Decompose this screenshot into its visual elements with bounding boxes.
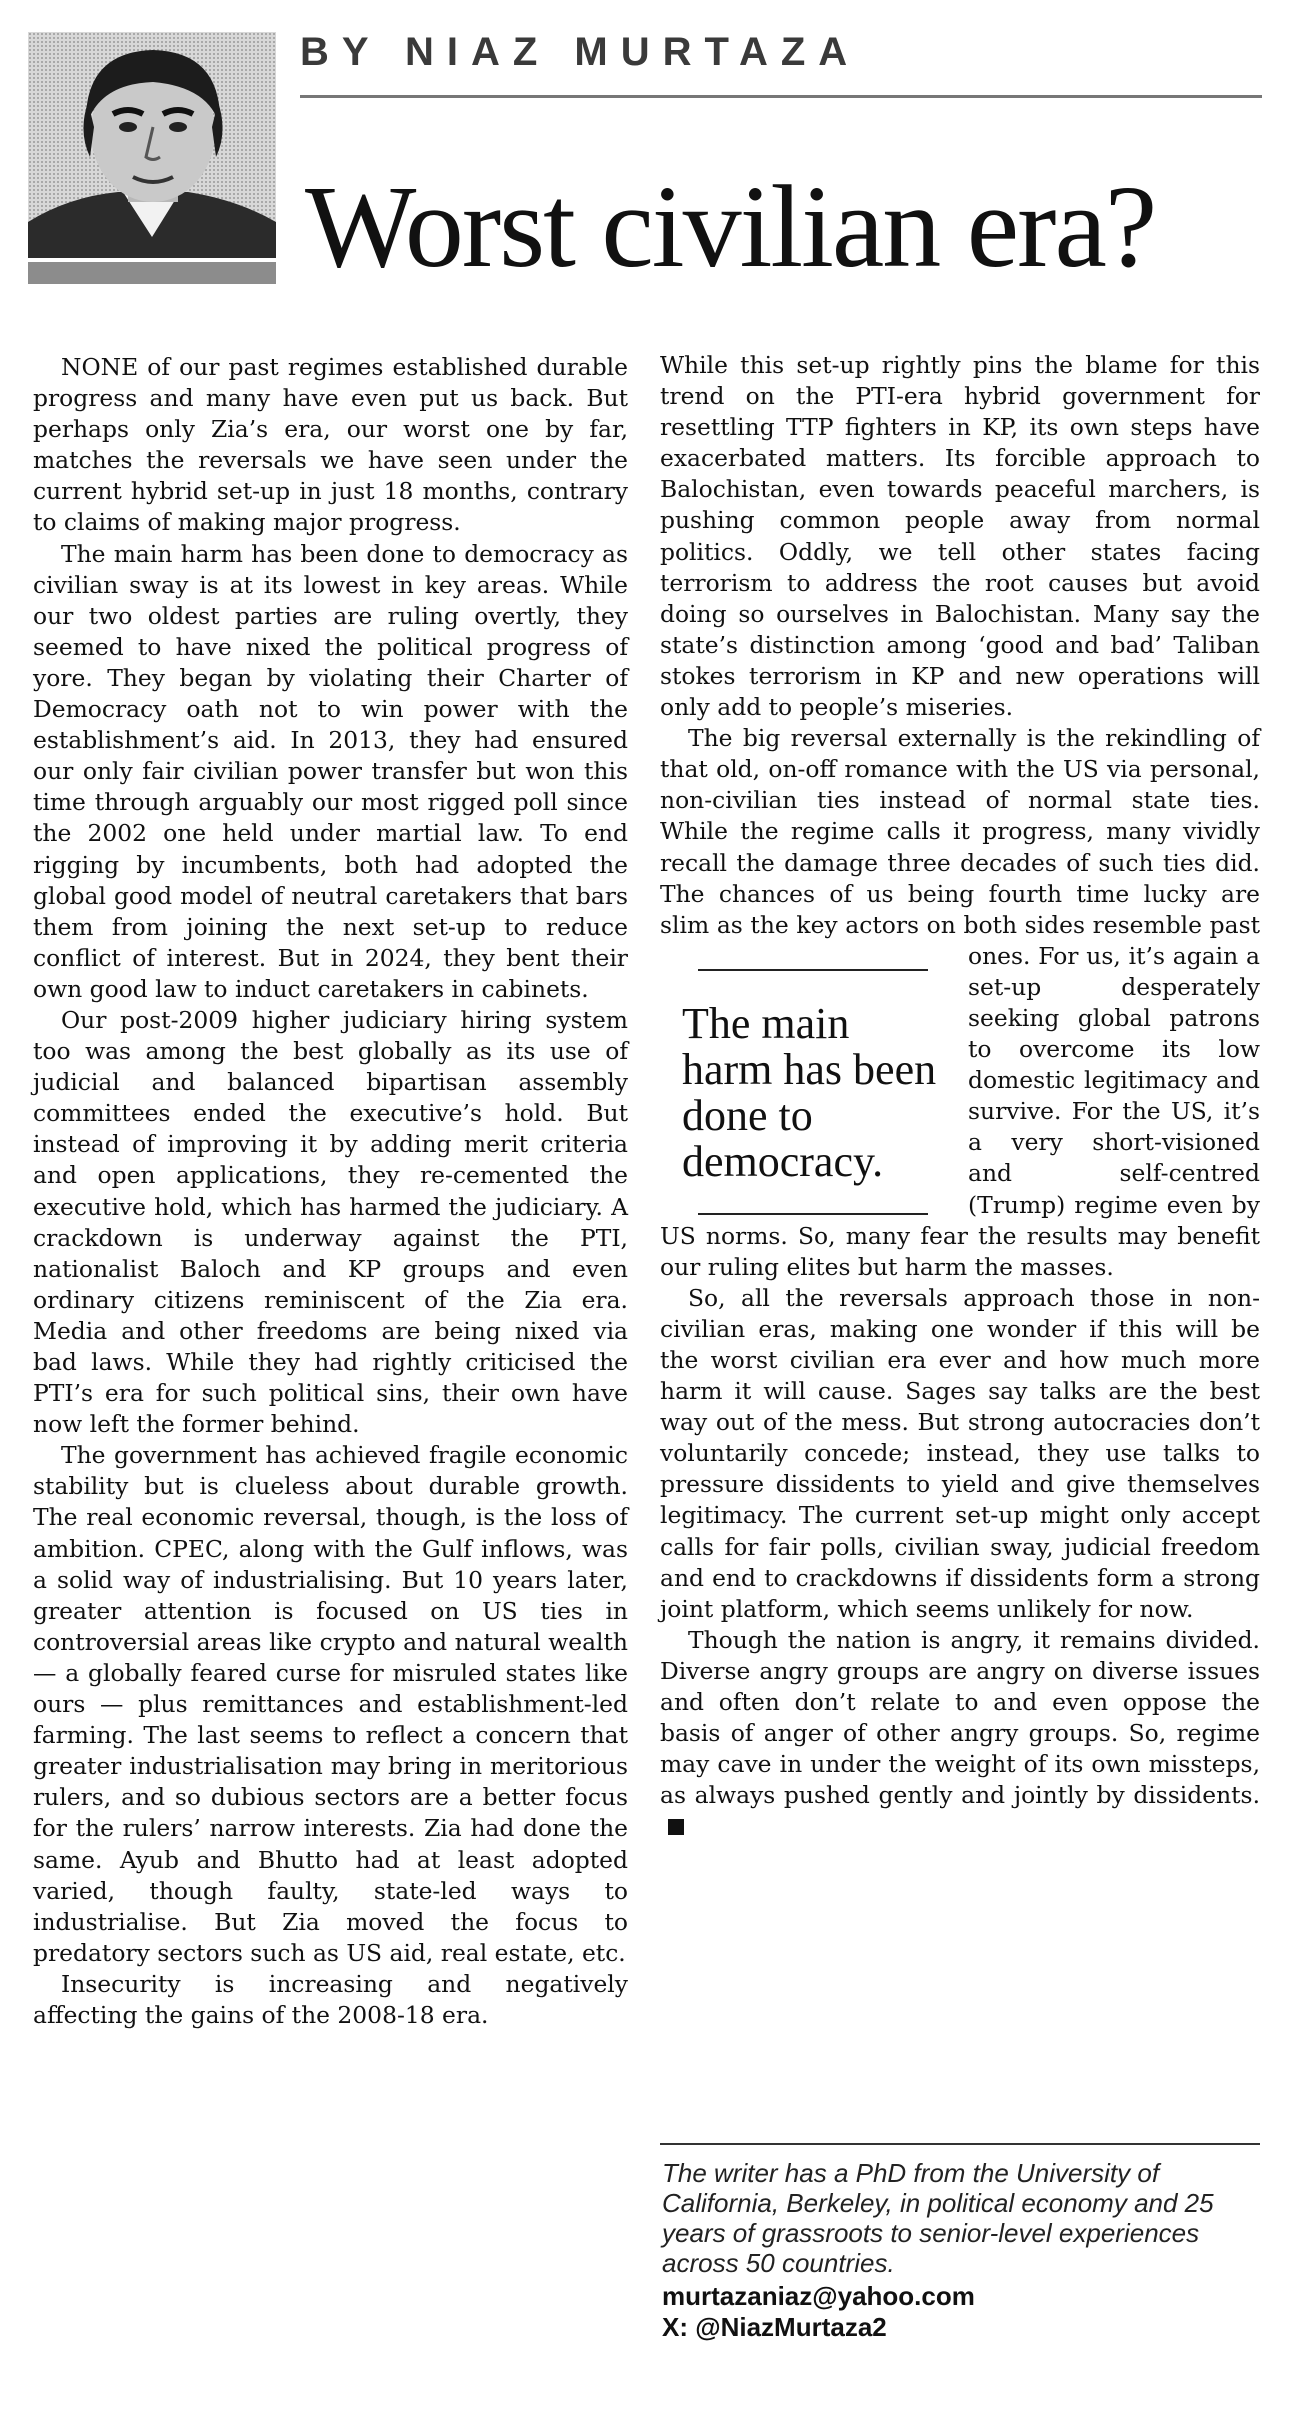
paragraph: The government has achieved fragile economic stability but is clueless about durable growth. The real economic reversal, though, is the loss of ambition. CPEC, along with the Gulf inflows, was a solid way of industrialising. But 10 years later, greater attention is focused on US ties in controversial areas like crypto and natural wealth — a globally feared curse for misruled states like ours — plus remittances and establishment-led farming. The last seems to reflect a concern that greater industrialisation may bring in meritorious rulers, and so dubious sectors are a better focus for the rulers’ narrow interests. Zia had done the same. Ayub and Bhutto had at least adopted varied, though faulty, state-led ways to industrialise. But Zia moved the focus to predatory sectors such as US aid, real estate, etc. xyxy=(33,1441,628,1967)
pull-quote-box xyxy=(658,969,950,1215)
byline: BY NIAZ MURTAZA xyxy=(300,30,861,74)
byline-row xyxy=(300,30,1260,75)
pull-quote-bottom-rule xyxy=(698,1213,928,1215)
left-column xyxy=(33,352,628,2031)
bio-rule xyxy=(660,2143,1260,2145)
paragraph: Insecurity is increasing and negatively affecting the gains of the 2008-18 era. xyxy=(33,1969,628,2029)
pull-quote: The main harm has been done to democracy. xyxy=(682,999,937,1187)
paragraph: The main harm has been done to democracy as civilian sway is at its lowest in key areas. While our two oldest parties are ruling overtly, they seemed to have nixed the political progress of yore. They began by violating their Charter of Democracy oath not to win power with the establishment’s aid. In 2013, they had ensured our only fair civilian power transfer but won this time through arguably our most rigged poll since the 2002 one held under martial law. To end rigging by incumbents, both had adopted the global good model of neutral caretakers that bars them from joining the next set-up to reduce conflict of interest. But in 2024, they bent their own good law to induct caretakers in cabinets. xyxy=(33,539,628,1003)
author-bio: The writer has a PhD from the University of California, Berkeley, in political economy and 25 years of grassroots to senior-level experiences across 50 countries. xyxy=(662,2158,1214,2278)
paragraph-text: Though the nation is angry, it remains divided. Diverse angry groups are angry on diverse issues and often don’t relate to and even oppose the basis of anger of other angry groups. So, regime may cave in under the weight of its own missteps, as always pushed gently and jointly by dissidents. xyxy=(660,1625,1260,1810)
paragraph-text: The big reversal externally is the rekindling of that old, on-off romance with the US via personal, non-civilian ties instead of normal state ties. While the regime calls it progress, many vividly recall the damage three decades of such ties did. The chances of us being fourth time lucky are slim as the key actors on both sides resemble past ones. For us, it’s again a set-up desperately seeking global patrons to overcome its low domestic legitimacy and survive. For the US, it’s a very short-visioned and self-centred (Trump) regime even by US norms. So, many fear the results may benefit our ruling elites but harm the masses. xyxy=(660,724,1260,1281)
headline: Worst civilian era? xyxy=(305,161,1156,292)
portrait-bar xyxy=(28,262,276,284)
paragraph-last xyxy=(660,1625,1260,1843)
author-portrait xyxy=(28,32,276,258)
right-column xyxy=(660,350,1260,1843)
paragraph: Our post-2009 higher judiciary hiring system too was among the best globally as its use of judicial and balanced bipartisan assembly committees ended the executive’s hold. But instead of improving it by adding merit criteria and open applications, they re-cemented the executive hold, which has harmed the judiciary. A crackdown is underway against the PTI, nationalist Baloch and KP groups and even ordinary citizens reminiscent of the Zia era. Media and other freedoms are being nixed via bad laws. While they had rightly criticised the PTI’s era for such political sins, their own have now left the former behind. xyxy=(33,1005,628,1439)
paragraph: While this set-up rightly pins the blame for this trend on the PTI-era hybrid government for resettling TTP fighters in KP, its own steps have exacerbated matters. Its forcible approach to Balochistan, even towards peaceful marchers, is pushing common people away from normal politics. Oddly, we tell other states facing terrorism to address the root causes but avoid doing so ourselves in Balochistan. Many say the state’s distinction among ‘good and bad’ Taliban stokes terrorism in KP and new operations will only add to people’s miseries. xyxy=(660,351,1260,722)
author-x-handle[interactable]: X: @NiazMurtaza2 xyxy=(662,2312,887,2342)
end-mark-icon xyxy=(668,1819,684,1835)
paragraph: So, all the reversals approach those in non-civilian eras, making one wonder if this will be the worst civilian era ever and how much more harm it will cause. Sages say talks are the best way out of the mess. But strong autocracies don’t voluntarily concede; instead, they use talks to pressure dissidents to yield and give themselves legitimacy. The current set-up might only accept calls for fair polls, civilian sway, judicial freedom and end to crackdowns if dissidents form a strong joint platform, which seems unlikely for now. xyxy=(660,1283,1260,1623)
author-email[interactable]: murtazaniaz@yahoo.com xyxy=(662,2281,975,2311)
paragraph: NONE of our past regimes established durable progress and many have even put us back. But perhaps only Zia’s era, our worst one by far, matches the reversals we have seen under the current hybrid set-up in just 18 months, contrary to claims of making major progress. xyxy=(33,353,628,537)
paragraph-with-pull-quote xyxy=(660,723,1260,1283)
byline-rule xyxy=(300,95,1262,98)
